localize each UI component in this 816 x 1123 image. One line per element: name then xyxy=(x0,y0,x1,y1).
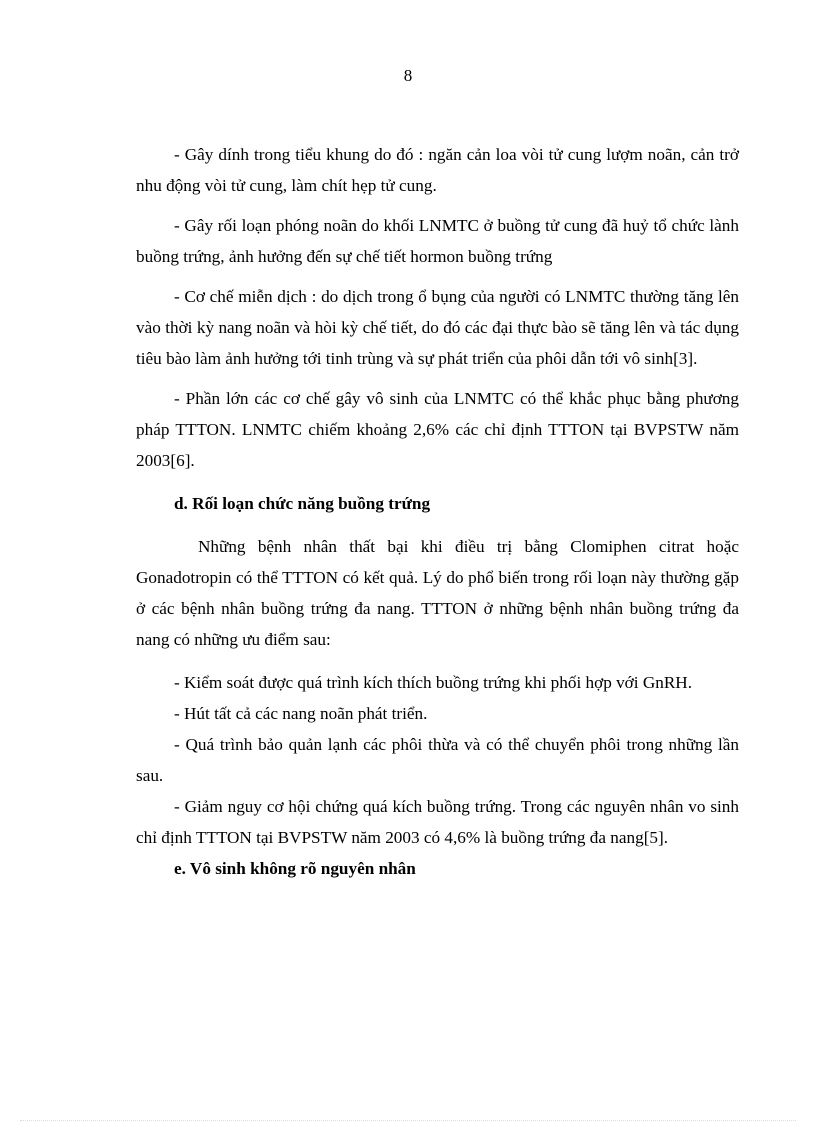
section-heading-e: e. Vô sinh không rõ nguyên nhân xyxy=(174,859,416,878)
list-item-advantage: - Giảm nguy cơ hội chứng quá kích buồng trứng. Trong các nguyên nhân vo sinh chỉ định TTTON tại BVPSTW năm 2003 có 4,6% là buồng trứng đa nang[5]. xyxy=(136,797,739,847)
section-heading-d: d. Rối loạn chức năng buồng trứng xyxy=(174,494,431,513)
paragraph-adhesion: - Gây dính trong tiểu khung do đó : ngăn cản loa vòi tử cung lượm noãn, cản trở nhu động vòi tử cung, làm chít hẹp tử cung. xyxy=(136,145,739,195)
paragraph-ovarian-intro: Những bệnh nhân thất bại khi điều trị bằng Clomiphen citrat hoặc Gonadotropin có thể TTTON có kết quả. Lý do phổ biến trong rối loạn này thường gặp ở các bệnh nhân buồng trứng đa nang. TTTON ở những bệnh nhân buồng trứng đa nang có những ưu điểm sau: xyxy=(136,537,739,649)
list-item-advantage: - Quá trình bảo quản lạnh các phôi thừa và có thể chuyển phôi trong những lần sau. xyxy=(136,735,739,785)
list-item-advantage: - Hút tất cả các nang noãn phát triển. xyxy=(174,704,428,723)
document-body xyxy=(136,139,739,884)
paragraph-immune-mechanism: - Cơ chế miễn dịch : do dịch trong ổ bụng của người có LNMTC thường tăng lên vào thời kỳ nang noãn và hòi kỳ chế tiết, do đó các đại thực bào sẽ tăng lên và tác dụng tiêu bào làm ảnh hưởng tới tinh trùng và sự phát triển của phôi dẫn tới vô sinh[3]. xyxy=(136,287,739,368)
list-item-advantage: - Kiểm soát được quá trình kích thích buồng trứng khi phối hợp với GnRH. xyxy=(174,673,693,692)
paragraph-ivf-overcome: - Phần lớn các cơ chế gây vô sinh của LNMTC có thể khắc phục bằng phương pháp TTTON. LNMTC chiếm khoảng 2,6% các chỉ định TTTON tại BVPSTW năm 2003[6]. xyxy=(136,389,739,470)
page-number: 8 xyxy=(403,66,413,85)
page-bottom-divider xyxy=(20,1120,796,1121)
paragraph-ovulation-disorder: - Gây rối loạn phóng noãn do khối LNMTC ở buồng tử cung đã huỷ tổ chức lành buồng trứng, ảnh hưởng đến sự chế tiết hormon buồng trứng xyxy=(136,216,739,266)
